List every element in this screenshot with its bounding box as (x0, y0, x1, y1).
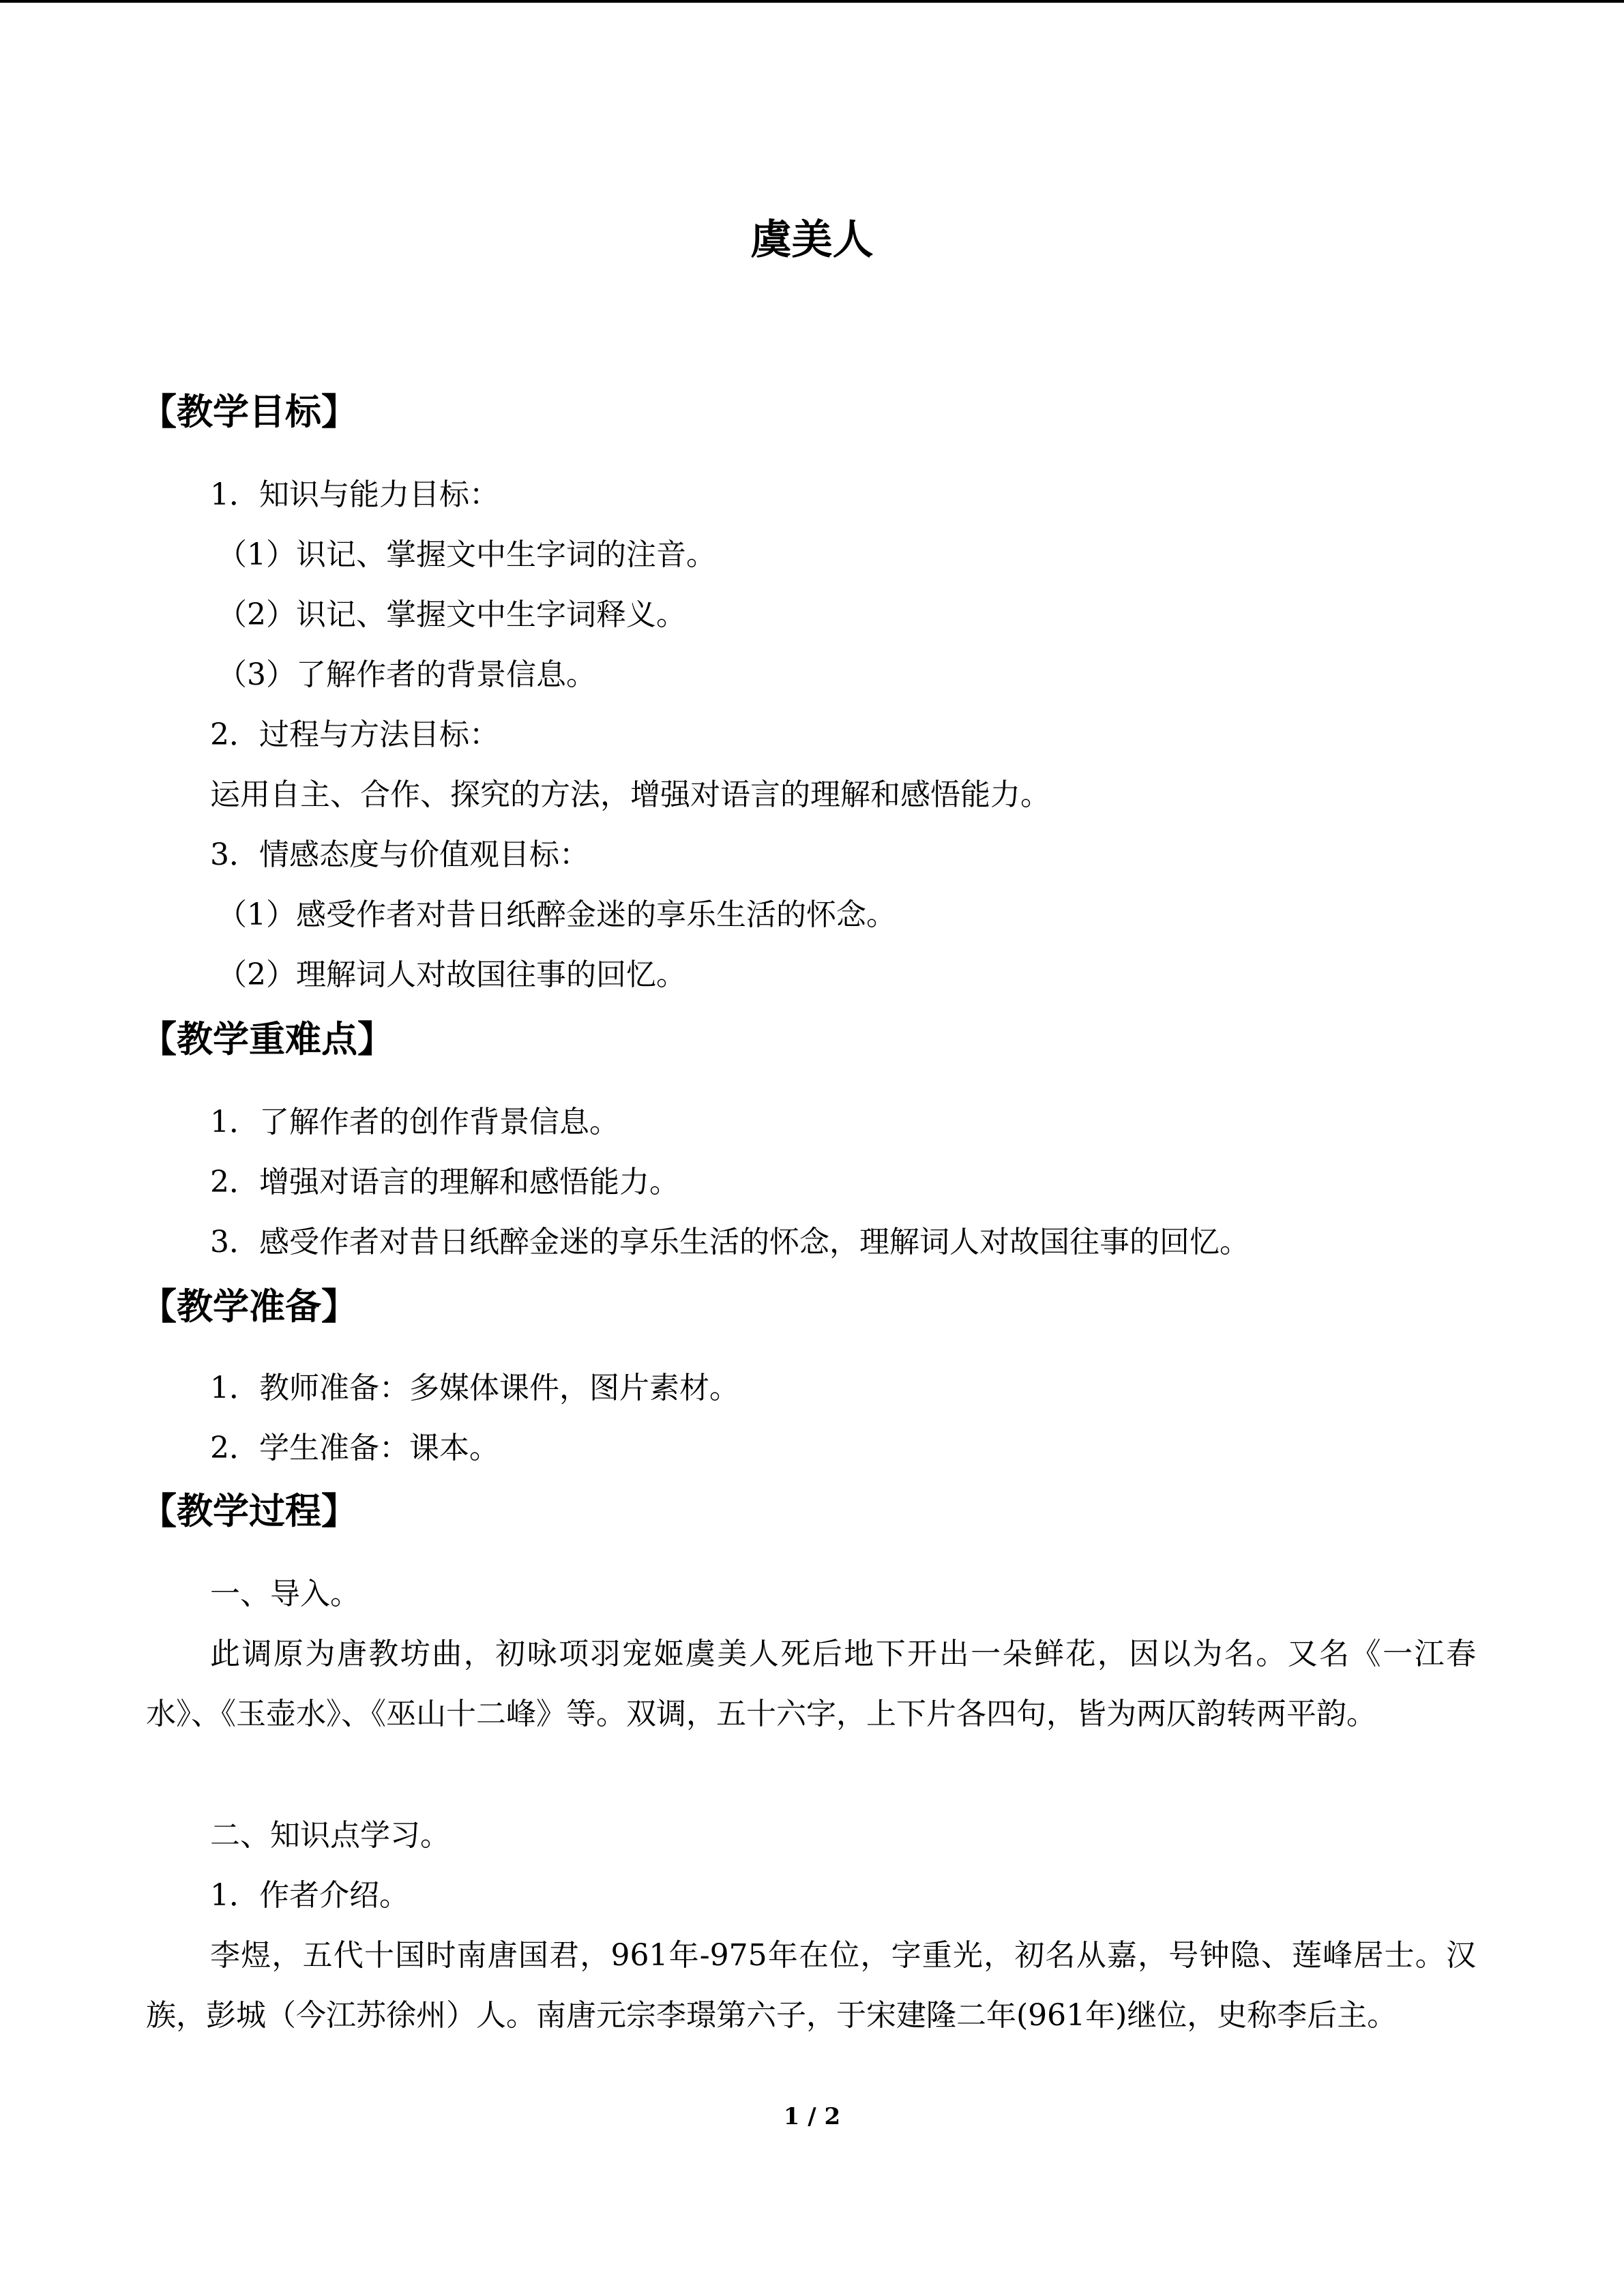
process-intro-title: 一、导入。 (210, 1577, 360, 1611)
objective-line: （2）理解词人对故国往事的回忆。 (217, 957, 686, 992)
section-heading-key-points: 【教学重难点】 (141, 1019, 394, 1060)
section-heading-process: 【教学过程】 (141, 1491, 357, 1532)
process-study-title: 二、知识点学习。 (210, 1818, 450, 1853)
process-author-title: 1．作者介绍。 (210, 1878, 409, 1913)
objective-line: 2．过程与方法目标： (210, 717, 499, 752)
process-author-paragraph: 李煜，五代十国时南唐国君，961年-975年在位，字重光，初名从嘉，号钟隐、莲峰居士。汉族，彭城（今江苏徐州）人。南唐元宗李璟第六子，于宋建隆二年(961年)继位，史称李后主。 (146, 1938, 1476, 2033)
section-heading-objectives: 【教学目标】 (141, 391, 357, 433)
objective-line: 3．情感态度与价值观目标： (210, 837, 589, 872)
key-point-line: 2．增强对语言的理解和感悟能力。 (210, 1165, 679, 1199)
objective-line: （3）了解作者的背景信息。 (217, 657, 596, 692)
page-number: 1 / 2 (783, 2103, 841, 2130)
objective-line: （1）感受作者对昔日纸醉金迷的享乐生活的怀念。 (217, 897, 896, 932)
objective-line: （1）识记、掌握文中生字词的注音。 (217, 537, 716, 572)
objective-line: 1．知识与能力目标： (210, 477, 499, 512)
key-point-line: 3．感受作者对昔日纸醉金迷的享乐生活的怀念，理解词人对故国往事的回忆。 (210, 1225, 1250, 1259)
preparation-line: 2．学生准备：课本。 (210, 1431, 499, 1465)
objective-line: 运用自主、合作、探究的方法，增强对语言的理解和感悟能力。 (210, 777, 1050, 812)
page-title: 虞美人 (750, 216, 874, 264)
top-border-rule (0, 0, 1624, 3)
preparation-line: 1．教师准备：多媒体课件，图片素材。 (210, 1371, 739, 1405)
section-heading-preparation: 【教学准备】 (141, 1286, 357, 1328)
process-intro-paragraph: 此调原为唐教坊曲，初咏项羽宠姬虞美人死后地下开出一朵鲜花，因以为名。又名《一江春水》、《玉壶水》、《巫山十二峰》等。双调，五十六字，上下片各四句，皆为两仄韵转两平韵。 (146, 1637, 1476, 1731)
objective-line: （2）识记、掌握文中生字词释义。 (217, 597, 686, 632)
key-point-line: 1．了解作者的创作背景信息。 (210, 1105, 619, 1139)
